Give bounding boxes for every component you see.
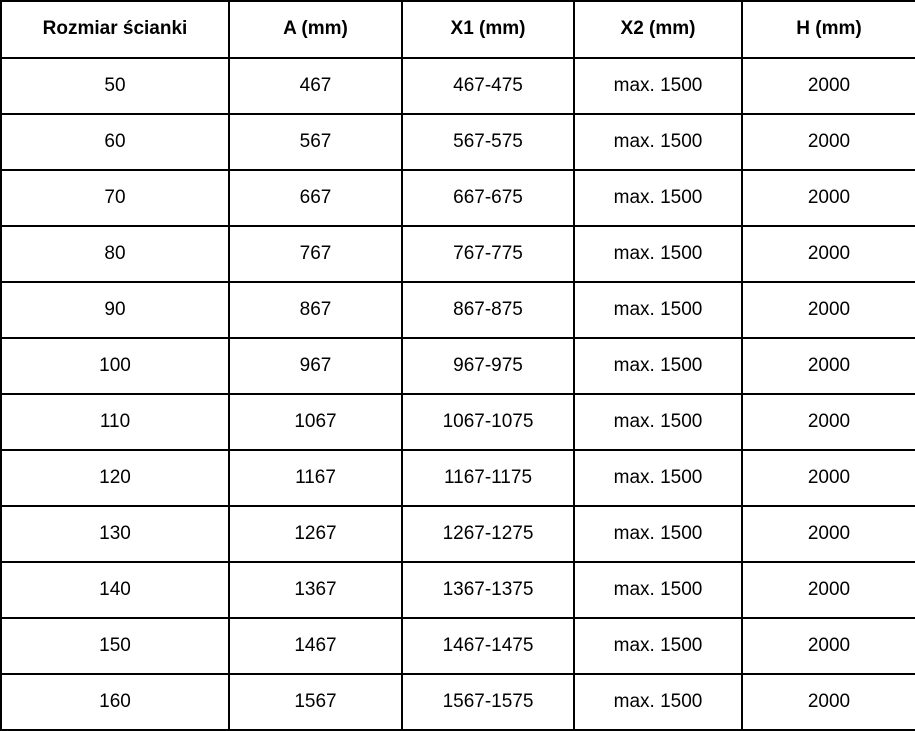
cell-x1: 1167-1175 — [402, 450, 574, 506]
cell-x2: max. 1500 — [574, 58, 742, 114]
cell-x2: max. 1500 — [574, 170, 742, 226]
cell-rozmiar-scianki: 90 — [1, 282, 229, 338]
cell-h: 2000 — [742, 226, 915, 282]
cell-x2: max. 1500 — [574, 674, 742, 730]
table-row — [1, 674, 915, 730]
cell-rozmiar-scianki: 150 — [1, 618, 229, 674]
cell-x1: 1467-1475 — [402, 618, 574, 674]
table-row — [1, 58, 915, 114]
cell-a: 967 — [229, 338, 402, 394]
cell-h: 2000 — [742, 170, 915, 226]
cell-x2: max. 1500 — [574, 338, 742, 394]
cell-h: 2000 — [742, 114, 915, 170]
cell-h: 2000 — [742, 282, 915, 338]
table-row — [1, 226, 915, 282]
cell-a: 1367 — [229, 562, 402, 618]
table-row — [1, 394, 915, 450]
cell-x2: max. 1500 — [574, 226, 742, 282]
cell-x2: max. 1500 — [574, 562, 742, 618]
column-header-x1: X1 (mm) — [402, 1, 574, 58]
cell-h: 2000 — [742, 450, 915, 506]
cell-a: 1167 — [229, 450, 402, 506]
cell-x1: 767-775 — [402, 226, 574, 282]
column-header-x2: X2 (mm) — [574, 1, 742, 58]
cell-h: 2000 — [742, 674, 915, 730]
table-header — [1, 1, 915, 58]
cell-rozmiar-scianki: 130 — [1, 506, 229, 562]
column-header-rozmiar-scianki: Rozmiar ścianki — [1, 1, 229, 58]
cell-x1: 1267-1275 — [402, 506, 574, 562]
cell-x1: 1367-1375 — [402, 562, 574, 618]
cell-rozmiar-scianki: 110 — [1, 394, 229, 450]
cell-x2: max. 1500 — [574, 618, 742, 674]
cell-a: 1467 — [229, 618, 402, 674]
table-row — [1, 618, 915, 674]
table-row — [1, 562, 915, 618]
cell-a: 1567 — [229, 674, 402, 730]
cell-rozmiar-scianki: 80 — [1, 226, 229, 282]
cell-x2: max. 1500 — [574, 282, 742, 338]
cell-h: 2000 — [742, 58, 915, 114]
table-row — [1, 282, 915, 338]
cell-h: 2000 — [742, 338, 915, 394]
table-row — [1, 506, 915, 562]
cell-rozmiar-scianki: 50 — [1, 58, 229, 114]
column-header-h: H (mm) — [742, 1, 915, 58]
cell-h: 2000 — [742, 506, 915, 562]
cell-a: 567 — [229, 114, 402, 170]
cell-x1: 567-575 — [402, 114, 574, 170]
cell-x1: 1567-1575 — [402, 674, 574, 730]
cell-h: 2000 — [742, 618, 915, 674]
cell-x1: 1067-1075 — [402, 394, 574, 450]
cell-rozmiar-scianki: 60 — [1, 114, 229, 170]
cell-a: 867 — [229, 282, 402, 338]
table-row — [1, 450, 915, 506]
cell-a: 1267 — [229, 506, 402, 562]
table-body — [1, 58, 915, 730]
cell-a: 1067 — [229, 394, 402, 450]
cell-rozmiar-scianki: 120 — [1, 450, 229, 506]
cell-rozmiar-scianki: 70 — [1, 170, 229, 226]
cell-x2: max. 1500 — [574, 450, 742, 506]
cell-x1: 867-875 — [402, 282, 574, 338]
table-row — [1, 114, 915, 170]
cell-a: 767 — [229, 226, 402, 282]
cell-rozmiar-scianki: 100 — [1, 338, 229, 394]
cell-a: 467 — [229, 58, 402, 114]
cell-x2: max. 1500 — [574, 114, 742, 170]
cell-x1: 467-475 — [402, 58, 574, 114]
cell-x1: 967-975 — [402, 338, 574, 394]
table-header-row — [1, 1, 915, 58]
column-header-a: A (mm) — [229, 1, 402, 58]
cell-x2: max. 1500 — [574, 506, 742, 562]
cell-x2: max. 1500 — [574, 394, 742, 450]
table-row — [1, 170, 915, 226]
table-row — [1, 338, 915, 394]
cell-x1: 667-675 — [402, 170, 574, 226]
cell-rozmiar-scianki: 140 — [1, 562, 229, 618]
cell-rozmiar-scianki: 160 — [1, 674, 229, 730]
cell-h: 2000 — [742, 562, 915, 618]
cell-h: 2000 — [742, 394, 915, 450]
cell-a: 667 — [229, 170, 402, 226]
